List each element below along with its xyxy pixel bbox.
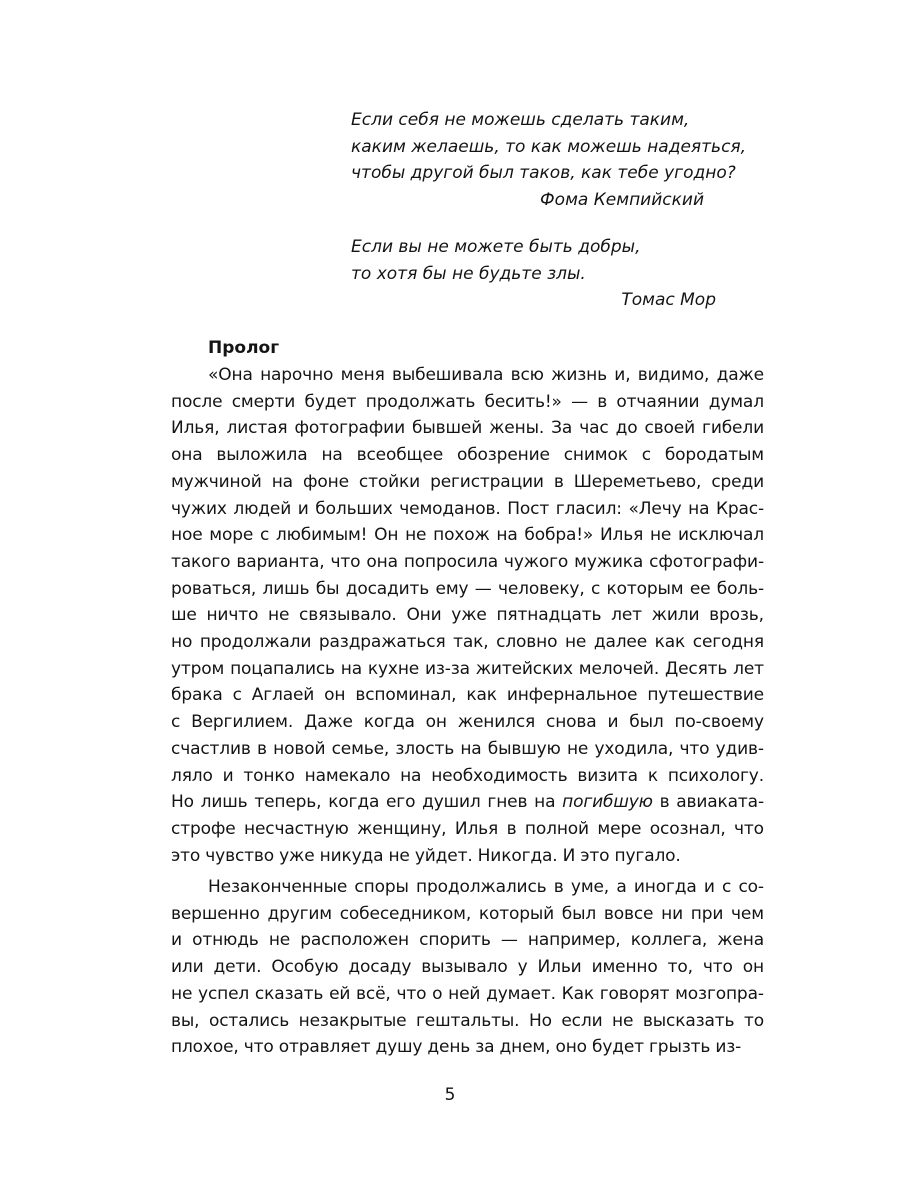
word: связывало. <box>299 605 397 626</box>
word: Как <box>561 983 594 1004</box>
text-line <box>171 415 764 442</box>
word: ное <box>171 525 203 546</box>
word: с <box>232 685 242 706</box>
word: и <box>607 712 619 733</box>
word: полной <box>524 818 589 839</box>
word: нарочно <box>260 365 334 385</box>
text-line <box>171 602 764 629</box>
word: семье, <box>331 738 390 759</box>
word: когда <box>363 712 415 733</box>
word: ничто <box>206 605 259 626</box>
word: то, <box>667 957 693 978</box>
word: до <box>615 418 638 439</box>
word: лишь <box>200 792 248 813</box>
epigraph-1 <box>351 107 747 213</box>
word: гнев <box>487 792 528 813</box>
word: после <box>171 391 223 412</box>
word: выложила <box>216 445 308 466</box>
word: снова <box>546 712 597 733</box>
word: спорить <box>419 930 491 951</box>
paragraph-2 <box>171 874 764 1061</box>
word: словно <box>496 632 558 653</box>
word: на <box>496 525 518 546</box>
word: Илья <box>454 818 499 839</box>
word: своей <box>644 418 696 439</box>
word: на <box>340 658 363 679</box>
word: похож <box>433 525 490 546</box>
word: инфернальное <box>506 685 638 706</box>
word: у <box>517 957 528 978</box>
word: вспоминал, <box>355 685 457 706</box>
word: а <box>616 877 627 897</box>
text-line <box>171 816 764 843</box>
word: стойки <box>358 471 421 492</box>
word: ей <box>329 983 351 1004</box>
word: день <box>427 1037 471 1058</box>
word: со- <box>738 877 764 897</box>
word: мозгопра- <box>675 983 764 1004</box>
word: будет <box>304 391 357 412</box>
text-line <box>171 954 764 981</box>
word: такого <box>171 551 231 572</box>
text-line <box>171 763 764 790</box>
word: бобра!» <box>524 525 594 546</box>
word: новой <box>273 738 326 759</box>
word: не <box>268 930 291 951</box>
text-line <box>171 576 764 603</box>
word: вы, <box>171 1010 200 1031</box>
word: именно <box>591 957 658 978</box>
word: чемоданов. <box>399 498 501 519</box>
text-line <box>171 442 764 469</box>
word: не <box>388 845 410 866</box>
word: к <box>647 765 658 786</box>
word: Ильи <box>537 957 582 978</box>
text-line <box>171 362 764 389</box>
word: боль- <box>716 578 764 599</box>
word: психологу. <box>667 765 764 786</box>
word: визита <box>577 765 638 786</box>
word: И <box>562 845 576 866</box>
word: Он <box>374 525 399 546</box>
word: Аглаей <box>251 685 315 706</box>
word: грызть <box>649 1037 711 1058</box>
word: исключал <box>677 525 764 546</box>
word: пугало. <box>614 845 681 866</box>
word: строфе <box>171 818 236 839</box>
word: о <box>432 983 443 1004</box>
word: брака <box>171 685 223 706</box>
word: мужчиной <box>171 471 262 492</box>
word: лишь <box>262 578 310 599</box>
word: Вергилием. <box>191 712 294 733</box>
word: удив- <box>715 738 764 759</box>
word: бесить!» <box>484 391 562 412</box>
word: Илья <box>599 525 644 546</box>
word: если <box>561 1010 603 1031</box>
word: Десять <box>664 658 728 679</box>
word: пятнадцать <box>496 605 602 626</box>
word: в <box>553 877 564 897</box>
word: уйдет. <box>414 845 473 866</box>
text-line <box>171 843 764 870</box>
epigraph-2 <box>351 234 716 314</box>
word: отчаянии <box>616 391 700 412</box>
word: что <box>330 551 361 572</box>
word: обозрение <box>456 445 550 466</box>
word: мелочей. <box>578 658 660 679</box>
word: она <box>366 551 398 572</box>
word: Но <box>171 792 194 813</box>
word: злость <box>395 738 455 759</box>
word: снимок <box>563 445 628 466</box>
epigraph-line: Если вы не можете быть добры, <box>351 237 641 257</box>
word: фоне <box>302 471 349 492</box>
epigraph-line: каким желаешь, то как можешь надеяться, <box>351 136 747 157</box>
word: отнюдь <box>192 930 259 951</box>
word: расположен <box>300 930 409 951</box>
word: — <box>571 391 588 412</box>
word: как <box>466 685 497 706</box>
word: что <box>396 983 427 1004</box>
text-line <box>171 736 764 763</box>
word: что <box>679 738 710 759</box>
word: раздражаться <box>318 632 446 653</box>
word: далее <box>593 632 648 653</box>
word: не <box>267 605 290 626</box>
text-line <box>171 496 764 523</box>
word: среди <box>711 471 764 492</box>
word: бывшую <box>487 738 561 759</box>
word: и <box>703 877 715 897</box>
word: меня <box>340 365 385 385</box>
text-line <box>171 469 764 496</box>
word: в <box>659 792 670 813</box>
word: Никогда. <box>477 845 558 866</box>
word: уме, <box>570 877 610 897</box>
word: он <box>324 685 346 706</box>
text-line <box>171 389 764 416</box>
word: попросила <box>403 551 498 572</box>
word: днем, <box>499 1037 551 1058</box>
word: чужих <box>171 498 227 519</box>
word: и, <box>614 365 631 385</box>
word: будет <box>592 1037 644 1058</box>
word: на <box>534 792 556 813</box>
word: и <box>171 930 182 951</box>
word: поцапались <box>230 658 335 679</box>
epigraph-line: то хотя бы не будьте злы. <box>351 263 586 284</box>
text-line <box>171 1008 764 1035</box>
word: он <box>742 957 764 978</box>
word: даже <box>716 365 764 385</box>
epigraph-author: Фома Кемпийский <box>540 189 704 210</box>
word: осознал, <box>649 818 726 839</box>
word: оно <box>555 1037 587 1058</box>
word: душил <box>422 792 481 813</box>
word: больших <box>315 498 393 519</box>
word: которым <box>606 578 684 599</box>
word: Но <box>528 1010 552 1031</box>
word: жили <box>651 605 700 626</box>
word: людей <box>233 498 292 519</box>
word: сегодня <box>692 632 764 653</box>
word: и <box>297 498 309 519</box>
word: с <box>259 525 270 546</box>
word: ляло <box>171 765 213 786</box>
word: бы <box>315 578 340 599</box>
word: он <box>425 712 447 733</box>
word: плохое, <box>171 1037 239 1058</box>
word: не <box>564 632 587 653</box>
word: женился <box>457 712 536 733</box>
word: вершенно <box>171 903 260 924</box>
word: «Она <box>208 365 253 385</box>
text-line <box>171 874 764 901</box>
word: не <box>566 738 589 759</box>
word: не <box>612 1010 634 1031</box>
word: Даже <box>303 712 353 733</box>
word: Незаконченные <box>208 877 348 897</box>
text-line <box>171 901 764 928</box>
word: человеку, <box>497 578 585 599</box>
word: когда <box>328 792 380 813</box>
word: на <box>321 445 343 466</box>
word: на <box>460 738 482 759</box>
text-line <box>171 682 764 709</box>
word: не <box>171 983 193 1004</box>
word: досадить <box>345 578 430 599</box>
word: врозь, <box>709 605 764 626</box>
word: коллега, <box>630 930 708 951</box>
text-line <box>171 656 764 683</box>
word: был <box>629 712 664 733</box>
word: отравляет <box>278 1037 371 1058</box>
word: море <box>209 525 254 546</box>
word: житейских <box>475 658 573 679</box>
word: лет <box>611 605 642 626</box>
paragraph-1 <box>171 362 764 869</box>
word: из- <box>715 1037 742 1058</box>
text-line <box>171 709 764 736</box>
word: Пост <box>507 498 550 519</box>
word: за <box>475 1037 495 1058</box>
word: не <box>405 525 427 546</box>
word: иногда <box>633 877 697 897</box>
chapter-heading: Пролог <box>208 338 280 358</box>
word: вызывало <box>421 957 508 978</box>
word: всю <box>510 365 544 385</box>
word: гибели <box>702 418 764 439</box>
word: тонко <box>243 765 295 786</box>
word: был <box>561 903 597 924</box>
word: в <box>257 738 267 759</box>
word: Они <box>406 605 442 626</box>
word: другим <box>267 903 332 924</box>
word: ней <box>448 983 481 1004</box>
word: думает. <box>486 983 556 1004</box>
word: его <box>385 792 416 813</box>
word: гештальты. <box>416 1010 520 1031</box>
word: споры <box>354 877 409 897</box>
word: погибшую <box>562 792 653 813</box>
word: с <box>641 445 651 466</box>
word: на <box>688 498 710 519</box>
word: высказать <box>642 1010 735 1031</box>
word: на <box>271 471 293 492</box>
word: как <box>654 632 686 653</box>
word: всеобщее <box>356 445 444 466</box>
word: час <box>579 418 609 439</box>
word: продолжали <box>199 632 312 653</box>
word: — <box>500 930 518 951</box>
word: продолжались <box>415 877 547 897</box>
word: так, <box>453 632 489 653</box>
word: регистрации <box>430 471 544 492</box>
word: кухне <box>367 658 420 679</box>
text-line <box>171 981 764 1008</box>
word: сфотографи- <box>649 551 764 572</box>
word: уже <box>451 605 487 626</box>
word: авиаката- <box>676 792 764 813</box>
text-line <box>171 927 764 954</box>
word: собеседником, <box>339 903 472 924</box>
word: из-за <box>424 658 470 679</box>
word: она <box>171 445 203 466</box>
text-line <box>171 1034 764 1061</box>
word: Илья, <box>171 418 220 439</box>
word: несчастную <box>244 818 349 839</box>
word: жизнь <box>551 365 607 385</box>
word: в <box>553 471 564 492</box>
word: любимым! <box>275 525 368 546</box>
word: остались <box>208 1010 290 1031</box>
word: при <box>690 903 724 924</box>
word: думал <box>708 391 764 412</box>
word: гласил: <box>555 498 622 519</box>
word: варианта, <box>236 551 325 572</box>
word: видимо, <box>637 365 710 385</box>
word: на <box>400 765 422 786</box>
word: душу <box>375 1037 423 1058</box>
word: то <box>743 1010 764 1031</box>
word: или <box>171 957 204 978</box>
word: но <box>171 632 193 653</box>
word: это <box>171 845 201 866</box>
word: ее <box>689 578 711 599</box>
word: счастлив <box>171 738 251 759</box>
word: намекало <box>304 765 391 786</box>
word: — <box>474 578 492 599</box>
word: с <box>590 578 601 599</box>
word: в <box>597 391 608 412</box>
word: чем <box>731 903 764 924</box>
word: уже <box>279 845 315 866</box>
word: чужого <box>503 551 569 572</box>
word: Шереметьево, <box>573 471 702 492</box>
word: ше <box>171 605 197 626</box>
word: с <box>722 877 732 897</box>
word: в <box>506 818 517 839</box>
word: по-своему <box>674 712 764 733</box>
word: говорят <box>599 983 670 1004</box>
word: не <box>649 525 672 546</box>
word: вовсе <box>603 903 654 924</box>
word: который <box>478 903 555 924</box>
word: «Лечу <box>628 498 682 519</box>
page-number: 5 <box>444 1085 456 1105</box>
word: сказать <box>254 983 324 1004</box>
word: незакрытые <box>298 1010 407 1031</box>
word: фотографии <box>294 418 405 439</box>
word: успел <box>198 983 250 1004</box>
word: ни <box>661 903 683 924</box>
word: чувство <box>205 845 275 866</box>
epigraph-line: Если себя не можешь сделать таким, <box>351 110 690 130</box>
word: ему <box>435 578 469 599</box>
word: жена <box>717 930 764 951</box>
word: дети. <box>213 957 262 978</box>
word: продолжать <box>365 391 476 412</box>
word: женщину, <box>357 818 447 839</box>
word: например, <box>527 930 621 951</box>
epigraph-author: Томас Мор <box>621 290 716 310</box>
word: уходила, <box>594 738 674 759</box>
word: что <box>734 818 764 839</box>
word: бородатым <box>664 445 764 466</box>
text-line <box>171 629 764 656</box>
word: путешествие <box>647 685 764 706</box>
word: листая <box>226 418 288 439</box>
word: теперь, <box>254 792 322 813</box>
epigraph-line: чтобы другой был таков, как тебе угодно? <box>351 163 736 183</box>
word: выбешивала <box>392 365 504 385</box>
word: это <box>580 845 610 866</box>
word: лет <box>733 658 764 679</box>
word: с <box>171 712 181 733</box>
word: жены. <box>489 418 545 439</box>
word: смерти <box>231 391 296 412</box>
word: никуда <box>319 845 384 866</box>
word: досаду <box>348 957 412 978</box>
word: бывшей <box>412 418 483 439</box>
word: роваться, <box>171 578 257 599</box>
word: утром <box>171 658 225 679</box>
word: всё, <box>356 983 391 1004</box>
word: мужика <box>574 551 644 572</box>
word: необходимость <box>431 765 568 786</box>
word: Крас- <box>715 498 764 519</box>
word: что <box>243 1037 274 1058</box>
word: что <box>702 957 733 978</box>
word: За <box>551 418 573 439</box>
text-line <box>171 522 764 549</box>
text-line <box>171 549 764 576</box>
word: мере <box>597 818 642 839</box>
text-line <box>171 789 764 816</box>
word: и <box>222 765 234 786</box>
word: Особую <box>271 957 339 978</box>
